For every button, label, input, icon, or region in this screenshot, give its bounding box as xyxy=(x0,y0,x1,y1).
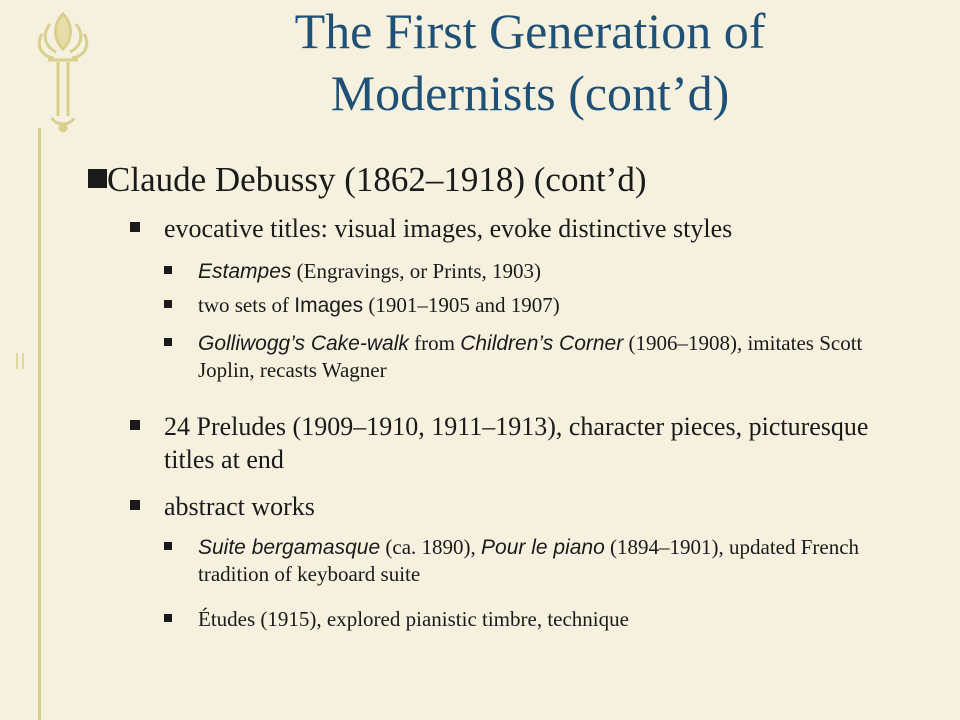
square-bullet-icon xyxy=(88,169,107,188)
bullet-etudes xyxy=(164,606,904,632)
square-bullet-icon xyxy=(164,614,172,622)
bullet-text xyxy=(198,292,904,319)
bullet-text: abstract works xyxy=(164,492,315,521)
work-detail: (Engravings, or Prints, 1903) xyxy=(291,259,542,283)
work-connector: from xyxy=(408,331,461,355)
bullet-text: Études (1915), explored pianistic timbre, technique xyxy=(198,607,629,631)
work-detail: (1901–1905 and 1907) xyxy=(363,293,560,317)
bullet-text xyxy=(198,330,904,383)
bullet-evocative-titles xyxy=(130,212,920,245)
collection-title: Children’s Corner xyxy=(460,332,624,355)
square-bullet-icon xyxy=(164,266,172,274)
work-detail-2: (1894–1901), updated French tradition of keyboard suite xyxy=(198,535,860,586)
bullet-text: Claude Debussy (1862–1918) (cont’d) xyxy=(107,160,647,199)
bullet-images xyxy=(164,292,904,319)
work-prefix: two sets of xyxy=(198,293,295,317)
work-title: Suite bergamasque xyxy=(198,536,381,559)
bullet-text xyxy=(198,534,904,587)
work-detail: (1906–1908), imitates Scott Joplin, recasts Wagner xyxy=(198,331,863,382)
bullet-suite-bergamasque xyxy=(164,534,904,587)
bullet-text xyxy=(198,258,904,285)
square-bullet-icon xyxy=(164,542,172,550)
square-bullet-icon xyxy=(164,300,172,308)
title-line-2: Modernists (cont’d) xyxy=(330,65,730,121)
work-title-2: Pour le piano xyxy=(481,536,605,559)
square-bullet-icon xyxy=(130,420,140,430)
bullet-text: 24 Preludes (1909–1910, 1911–1913), character pieces, picturesque titles at end xyxy=(164,412,869,474)
work-title: Estampes xyxy=(198,260,292,283)
square-bullet-icon xyxy=(130,222,140,232)
work-title: Images xyxy=(294,294,364,317)
bullet-golliwogg xyxy=(164,330,904,383)
work-detail: (ca. 1890), xyxy=(380,535,482,559)
bullet-preludes xyxy=(130,410,920,476)
square-bullet-icon xyxy=(130,500,140,510)
bullet-abstract-works xyxy=(130,490,920,523)
work-title: Golliwogg’s Cake-walk xyxy=(198,332,409,355)
bullet-text: evocative titles: visual images, evoke distinctive styles xyxy=(164,214,733,243)
bullet-debussy xyxy=(88,158,646,202)
title-line-1: The First Generation of xyxy=(294,3,766,59)
bullet-estampes xyxy=(164,258,904,285)
square-bullet-icon xyxy=(164,338,172,346)
